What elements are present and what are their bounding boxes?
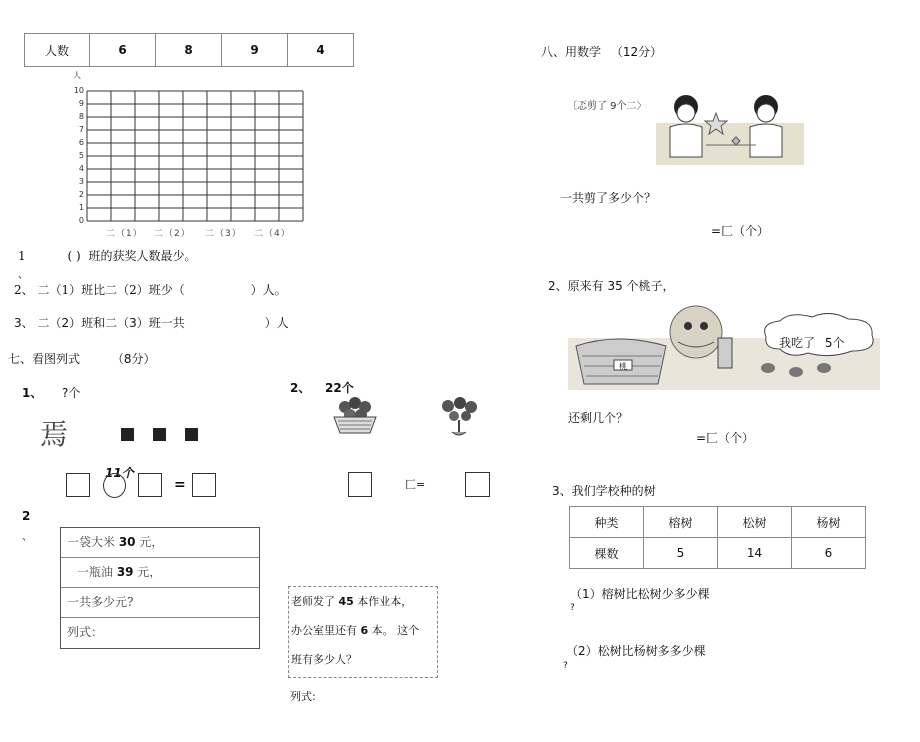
- answer-box[interactable]: [192, 473, 216, 497]
- basket-label: 桃: [619, 362, 627, 371]
- q7-1-label: ?个: [62, 386, 81, 400]
- line-text: 本作业本，: [353, 595, 413, 608]
- x-label: 二（4）: [254, 229, 291, 239]
- tree-value: 5: [644, 538, 718, 569]
- line-text: 元，: [133, 565, 162, 579]
- answer-box[interactable]: [66, 473, 90, 497]
- question-text: 班的获奖人数最少。: [88, 249, 197, 263]
- answer-box[interactable]: [348, 472, 372, 497]
- children-cutting-stars-image: [656, 93, 804, 165]
- tree-header: 种类: [570, 507, 644, 538]
- bubble-text: [779, 334, 844, 351]
- line-text: 元，: [135, 535, 164, 549]
- strawberry-plant-icon: [438, 394, 480, 440]
- q8-3-sub2: （2）松树比杨树多多少棵: [566, 644, 706, 658]
- y-tick: 4: [78, 164, 84, 173]
- y-tick: 9: [78, 99, 84, 108]
- tree-table: [569, 506, 866, 569]
- line-number: 6: [360, 624, 369, 637]
- problem-line: [291, 616, 437, 645]
- square-icon: [121, 428, 134, 441]
- tree-value: 6: [792, 538, 866, 569]
- problem-line: [61, 588, 259, 618]
- count-cell: 8: [156, 34, 222, 67]
- section-score: （8分）: [111, 352, 156, 366]
- q8-2-question: 还剩几个？: [568, 411, 629, 425]
- grid-y-unit: 人: [73, 71, 81, 80]
- question-3: [14, 314, 289, 331]
- line-text: 办公室里还有: [291, 624, 361, 637]
- q7-2-operator: 匚=: [405, 478, 426, 491]
- line-text: 列式：: [67, 625, 104, 639]
- q7-2-count: 22个: [325, 381, 354, 395]
- x-label: 二（2）: [154, 229, 191, 239]
- line-text: 一共多少元?: [67, 595, 134, 609]
- count-table: [24, 33, 354, 67]
- y-tick: 7: [78, 125, 84, 134]
- problem-line: [61, 558, 259, 588]
- line-text: 老师发了: [291, 595, 339, 608]
- question-end: ）人: [264, 316, 289, 330]
- answer-blank[interactable]: ( ): [67, 249, 81, 263]
- y-tick: 0: [78, 216, 84, 225]
- tree-header: 松树: [718, 507, 792, 538]
- q8-3-title: 3、我们学校种的树: [552, 484, 656, 498]
- question-1-mark: 、: [18, 270, 28, 281]
- question-1: [18, 247, 197, 264]
- cutting-bubble: 〔忑剪了 9个二〉: [567, 101, 647, 112]
- q8-2-answer[interactable]: =匚（个）: [696, 431, 755, 445]
- square-icon: [153, 428, 166, 441]
- formula-line[interactable]: [61, 618, 259, 647]
- square-icon: [185, 428, 198, 441]
- q8-3-sub1: （1）榕树比松树少多少棵: [570, 587, 710, 601]
- q8-3-sub2-mark: ?: [563, 661, 568, 671]
- q8-1-answer[interactable]: =匚（个）: [711, 224, 770, 238]
- q7-2-number: 2、: [290, 381, 311, 395]
- line-number: 39: [116, 565, 134, 579]
- answer-box[interactable]: [465, 472, 490, 497]
- question-end: ）人。: [250, 283, 287, 297]
- y-tick: 8: [78, 112, 84, 121]
- y-tick: 5: [78, 151, 84, 160]
- problem-line: [291, 645, 437, 674]
- operator-circle[interactable]: [103, 473, 126, 498]
- formula-label[interactable]: 列式:: [290, 690, 316, 703]
- y-tick: 6: [78, 138, 84, 147]
- question-text: 二（2）班和二（3）班一共: [37, 316, 185, 330]
- q7-3-number: 2: [22, 509, 31, 523]
- strawberry-basket-icon: [330, 393, 380, 437]
- line-text: 班有多少人？: [291, 653, 357, 666]
- equals-sign: =: [174, 477, 186, 493]
- x-label: 二（1）: [106, 229, 143, 239]
- section-7-title: [8, 350, 155, 367]
- q8-2-text: 2、原来有 35 个桃子，: [548, 279, 675, 293]
- x-label: 二（3）: [205, 229, 242, 239]
- tree-header: 榕树: [644, 507, 718, 538]
- count-cell: 4: [288, 34, 354, 67]
- section-title: 七、看图列式: [8, 352, 81, 366]
- rice-oil-problem: [60, 527, 260, 649]
- question-number: 2、: [14, 283, 34, 297]
- line-text: 一瓶油: [77, 565, 117, 579]
- y-tick: 1: [78, 203, 84, 212]
- tree-header: 杨树: [792, 507, 866, 538]
- tree-value: 14: [718, 538, 792, 569]
- grid-x-labels: [106, 226, 306, 240]
- problem-line: [61, 528, 259, 558]
- answer-box[interactable]: [138, 473, 162, 497]
- grid-chart: [86, 90, 304, 226]
- section-8-title: [541, 43, 662, 60]
- q7-3-mark: 、: [22, 532, 32, 543]
- bubble-number: 5个: [824, 336, 845, 350]
- count-table-header: 人数: [25, 34, 90, 67]
- question-number: 1: [18, 249, 26, 263]
- y-tick: 3: [78, 177, 84, 186]
- question-text: 二（1）班比二（2）班少（: [37, 283, 185, 297]
- bubble-phrase: 我吃了: [779, 336, 816, 350]
- q7-1-character: 焉: [40, 418, 69, 451]
- count-cell: 6: [90, 34, 156, 67]
- q7-1-number: 1、: [22, 386, 43, 400]
- question-number: 3、: [14, 316, 34, 330]
- problem-line: [291, 587, 437, 616]
- tree-row-label: 棵数: [570, 538, 644, 569]
- homework-problem: [288, 586, 438, 678]
- q7-1-count: 11个: [105, 466, 134, 480]
- q8-3-sub1-mark: ?: [570, 603, 575, 613]
- count-cell: 9: [222, 34, 288, 67]
- question-2: [14, 281, 287, 298]
- section-title: 八、用数学: [541, 45, 602, 59]
- line-number: 45: [338, 595, 354, 608]
- section-score: （12分）: [610, 45, 663, 59]
- q8-1-question: 一共剪了多少个？: [560, 191, 657, 205]
- line-number: 30: [118, 535, 136, 549]
- y-tick: 2: [78, 190, 84, 199]
- y-tick: 10: [73, 86, 84, 95]
- line-text: 一袋大米: [67, 535, 119, 549]
- line-text: 本。 这个: [368, 624, 420, 637]
